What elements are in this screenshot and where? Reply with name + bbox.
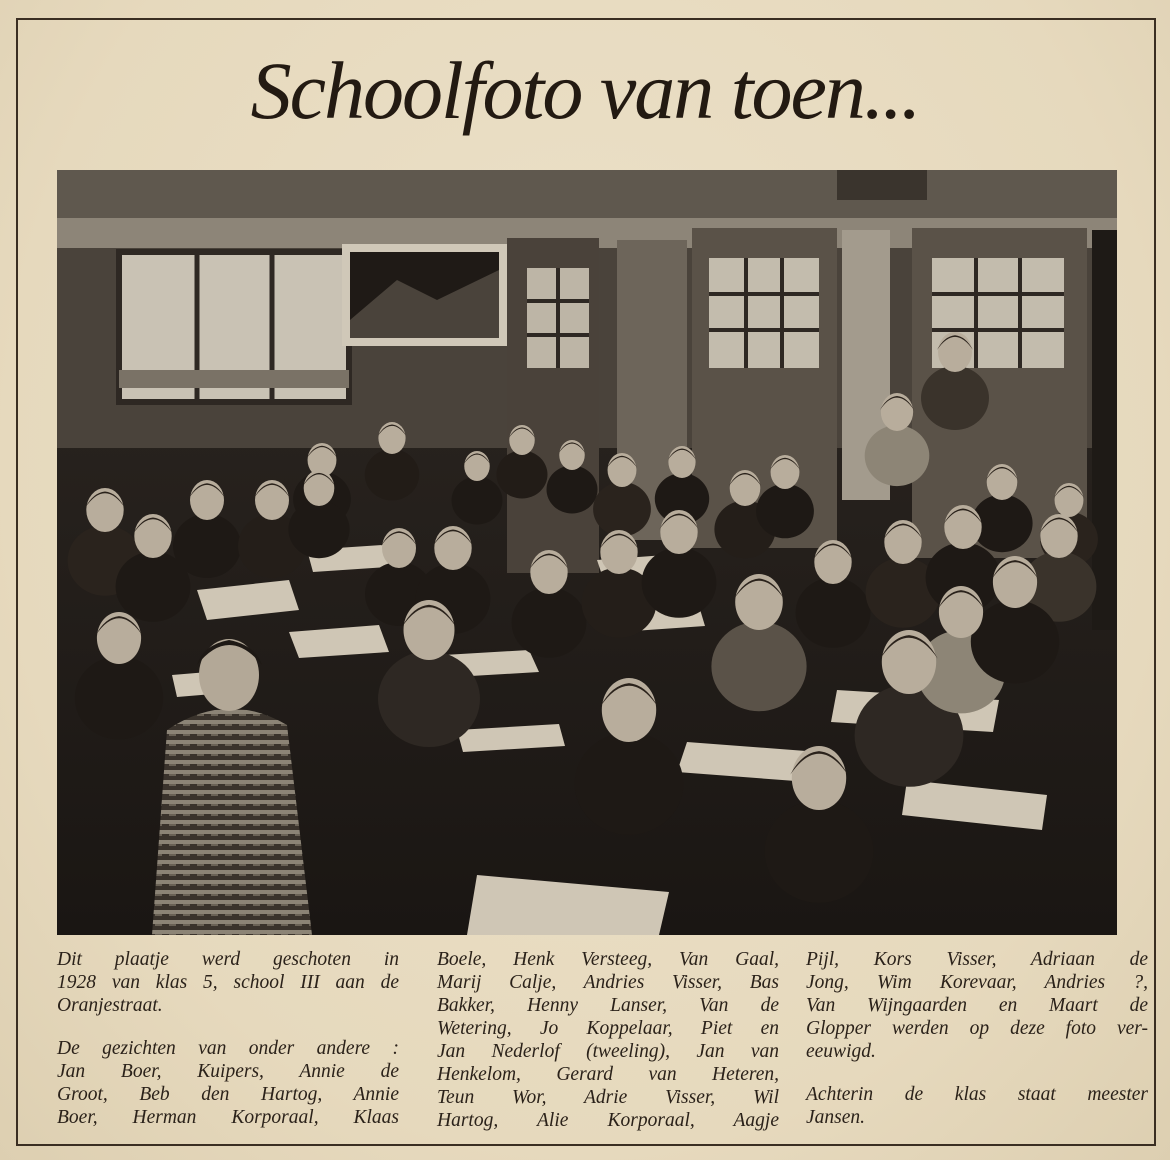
caption-line: 1928 van klas 5, school III aan de — [57, 972, 399, 993]
student-head — [97, 612, 141, 664]
photo-painting — [342, 244, 507, 346]
student-body — [365, 449, 419, 500]
photo-wall-frame — [837, 170, 927, 200]
student-head — [134, 514, 171, 558]
student-head — [792, 746, 846, 810]
student-head — [771, 455, 800, 489]
photo-ceiling — [57, 170, 1117, 218]
caption-paragraph — [57, 1037, 399, 1129]
caption-line: Henkelom, Gerard van Heteren, — [437, 1064, 779, 1085]
caption-line: Van Wijngaarden en Maart de — [806, 995, 1148, 1016]
caption-line: Marij Calje, Andries Visser, Bas — [437, 972, 779, 993]
student-head — [404, 600, 455, 660]
caption-line: Jansen. — [806, 1107, 866, 1128]
student-body — [711, 622, 806, 712]
caption-column-1 — [57, 948, 399, 1149]
student-body — [756, 484, 814, 538]
caption-line: Boer, Herman Korporaal, Klaas — [57, 1107, 399, 1128]
student-head — [814, 540, 851, 584]
student-head — [559, 440, 585, 470]
caption-paragraph — [806, 1083, 1148, 1129]
caption-line: Pijl, Kors Visser, Adriaan de — [806, 949, 1148, 970]
student-body — [288, 501, 349, 559]
class-photo — [57, 170, 1117, 935]
caption-line: Jan Nederlof (tweeling), Jan van — [437, 1041, 779, 1062]
caption-line: Wetering, Jo Koppelaar, Piet en — [437, 1018, 779, 1039]
student-head — [938, 332, 972, 372]
student-head — [660, 510, 697, 554]
caption-line: eeuwigd. — [806, 1041, 876, 1062]
student-body — [575, 732, 684, 834]
student-head — [881, 393, 913, 431]
caption-line: Teun Wor, Adrie Visser, Wil — [437, 1087, 779, 1108]
caption-line: Bakker, Henny Lanser, Van de — [437, 995, 779, 1016]
student-head — [464, 451, 490, 481]
student-head — [378, 422, 405, 454]
student-head — [944, 505, 981, 549]
student-head — [190, 480, 224, 520]
student-body — [642, 547, 717, 617]
caption-line: Dit plaatje werd geschoten in — [57, 949, 399, 970]
student-head — [993, 556, 1037, 608]
page-title: Schoolfoto van toen... — [250, 45, 920, 136]
student-body — [796, 577, 871, 647]
photo-right-edge — [1092, 230, 1117, 630]
student-head — [382, 528, 416, 568]
student-head — [600, 530, 637, 574]
student-body — [378, 651, 480, 747]
student-body — [547, 466, 598, 514]
caption-paragraph — [437, 948, 779, 1132]
student-head — [86, 488, 123, 532]
class-photo-image — [57, 170, 1117, 935]
student-head — [434, 526, 471, 570]
student-body — [173, 514, 241, 578]
student-head — [882, 630, 936, 694]
caption-line: Boele, Henk Versteeg, Van Gaal, — [437, 949, 779, 970]
student-head — [730, 470, 761, 506]
photo-window — [119, 252, 349, 402]
student-body — [75, 656, 163, 739]
student-head — [255, 480, 289, 520]
student-head — [304, 470, 335, 506]
student-head — [987, 464, 1018, 500]
caption-line: Hartog, Alie Korporaal, Aagje — [437, 1110, 779, 1131]
caption-line: Oranjestraat. — [57, 995, 163, 1016]
caption-line: De gezichten van onder andere : — [57, 1038, 399, 1059]
student-body — [497, 451, 548, 499]
student-head — [884, 520, 921, 564]
caption-paragraph — [806, 948, 1148, 1063]
student-head — [1055, 483, 1084, 517]
student-head — [530, 550, 567, 594]
photo-door-center — [507, 238, 599, 573]
student-head — [509, 425, 535, 455]
student-body — [921, 366, 989, 430]
caption-line: Jan Boer, Kuipers, Annie de — [57, 1061, 399, 1082]
student-body — [593, 482, 651, 536]
caption-line: Groot, Beb den Hartog, Annie — [57, 1084, 399, 1105]
caption-line: Glopper werden op deze foto ver- — [806, 1018, 1148, 1039]
student-body — [765, 800, 874, 902]
student-head — [735, 574, 783, 630]
student-body — [865, 425, 930, 486]
caption-column-2 — [437, 948, 779, 1152]
caption-line: Jong, Wim Korevaar, Andries ?, — [806, 972, 1148, 993]
student-head — [668, 446, 695, 478]
student-body — [512, 587, 587, 657]
caption-line: Achterin de klas staat meester — [806, 1084, 1148, 1105]
student-body — [452, 477, 503, 525]
student-head — [939, 586, 983, 638]
student-head — [1040, 514, 1077, 558]
student-body — [971, 600, 1059, 683]
caption-column-3 — [806, 948, 1148, 1149]
student-head — [602, 678, 656, 742]
student-head — [608, 453, 637, 487]
caption-paragraph — [57, 948, 399, 1017]
